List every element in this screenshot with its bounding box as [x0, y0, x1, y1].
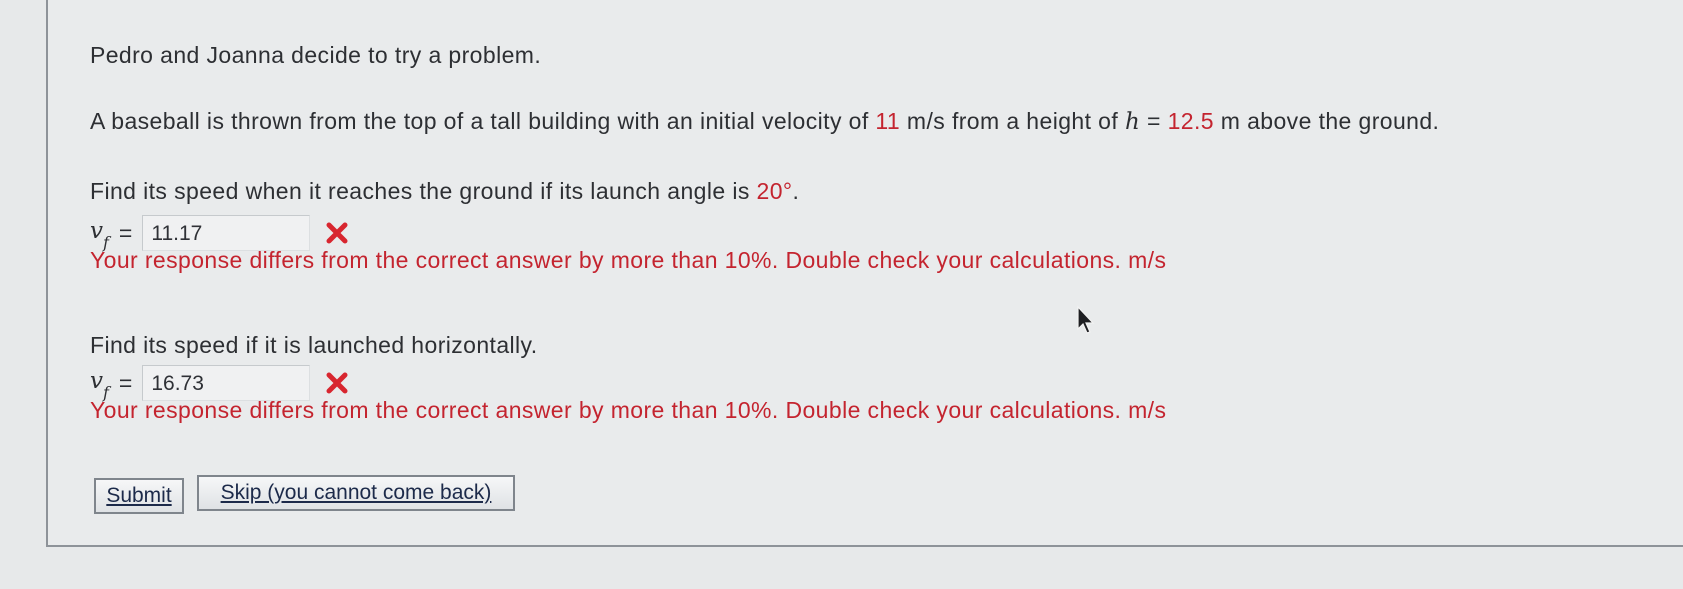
x-mark-icon: [324, 220, 350, 246]
x-mark-icon: [324, 370, 350, 396]
height-variable: h: [1124, 109, 1141, 135]
part1-question-end: .: [792, 178, 800, 204]
part1-var-subscript: f: [103, 232, 109, 252]
height-unit-text: m above the ground.: [1213, 108, 1440, 134]
part1-question-text: Find its speed when it reaches the ground if its launch angle is: [90, 178, 757, 204]
submit-button[interactable]: Submit: [94, 478, 184, 514]
launch-angle-value: 20°: [756, 178, 793, 204]
part2-feedback: Your response differs from the correct answer by more than 10%. Double check your calculations. m/s: [90, 397, 1167, 423]
part1-answer-input[interactable]: 11.17: [142, 215, 310, 251]
velocity-unit-text: m/s from a height of: [900, 108, 1125, 134]
mouse-cursor-icon: [1075, 305, 1097, 335]
part2-variable: [90, 368, 109, 402]
part1-equals: =: [118, 219, 133, 246]
part1-answer-row: [90, 215, 350, 251]
skip-button[interactable]: Skip (you cannot come back): [197, 475, 515, 511]
part2-question: Find its speed if it is launched horizontally.: [90, 332, 538, 358]
part2-answer-row: [90, 365, 350, 401]
part1-variable: [90, 218, 109, 252]
velocity-value: 11: [875, 108, 901, 134]
height-value: 12.5: [1167, 108, 1214, 134]
problem-text-start: A baseball is thrown from the top of a tall building with an initial velocity of: [90, 108, 876, 134]
part1-question: [90, 178, 799, 205]
part1-feedback: Your response differs from the correct answer by more than 10%. Double check your calculations. m/s: [90, 247, 1167, 273]
part1-var-letter: v: [90, 218, 103, 245]
part2-equals: =: [118, 369, 133, 396]
part2-var-letter: v: [90, 368, 103, 395]
problem-statement: [90, 108, 1439, 135]
part2-var-subscript: f: [103, 382, 109, 402]
height-equals: =: [1140, 108, 1168, 134]
part2-answer-input[interactable]: 16.73: [142, 365, 310, 401]
intro-text: Pedro and Joanna decide to try a problem.: [90, 42, 542, 68]
